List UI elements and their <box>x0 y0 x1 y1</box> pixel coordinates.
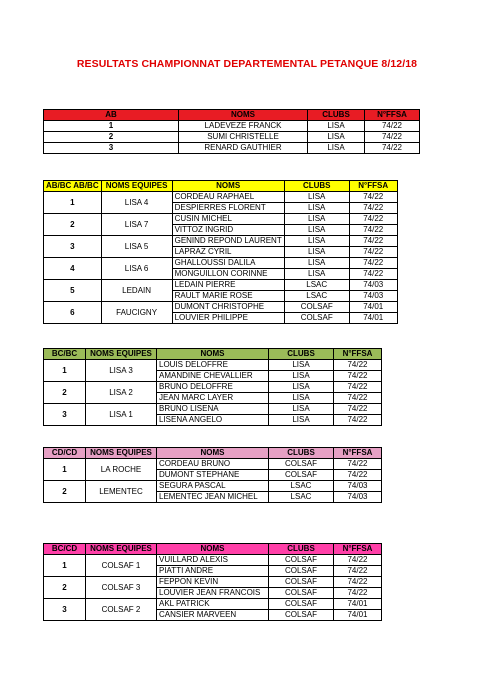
clubs-header-cell: CLUBS <box>269 544 334 555</box>
names-header-cell: NOMS <box>157 349 269 360</box>
clubs-header-cell: CLUBS <box>284 181 349 192</box>
ffsa-cell: 74/22 <box>334 382 382 393</box>
ffsa-cell: 74/03 <box>349 280 397 291</box>
club-cell: LISA <box>284 203 349 214</box>
table-header-row <box>44 544 382 555</box>
ffsa-cell: 74/22 <box>349 214 397 225</box>
club-cell: LISA <box>269 360 334 371</box>
team-name-cell: COLSAF 2 <box>86 599 157 621</box>
category-header-cell: BC/BC <box>44 349 86 360</box>
player-name-cell: VUILLARD ALEXIS <box>157 555 269 566</box>
club-cell: LISA <box>269 415 334 426</box>
table-row <box>44 481 382 492</box>
table-row <box>44 360 382 371</box>
ffsa-header-cell: N°FFSA <box>334 544 382 555</box>
ffsa-cell: 74/22 <box>349 236 397 247</box>
team-header-cell: NOMS EQUIPES <box>86 544 157 555</box>
table-row <box>44 143 420 154</box>
team-name-cell: LISA 3 <box>86 360 157 382</box>
player-name-cell: GHALLOUSSI DALILA <box>172 258 284 269</box>
club-cell: COLSAF <box>269 566 334 577</box>
club-cell: LSAC <box>269 481 334 492</box>
rank-cell: 6 <box>44 302 102 324</box>
rank-cell: 3 <box>44 404 86 426</box>
header-cell: CLUBS <box>308 110 365 121</box>
player-name-cell: BRUNO LISENA <box>157 404 269 415</box>
ffsa-header-cell: N°FFSA <box>334 448 382 459</box>
team-name-cell: LEDAIN <box>101 280 172 302</box>
club-cell: COLSAF <box>269 610 334 621</box>
rank-cell: 2 <box>44 214 102 236</box>
player-name-cell: BRUNO DELOFFRE <box>157 382 269 393</box>
club-cell: COLSAF <box>284 302 349 313</box>
player-name-cell: CORDEAU BRUNO <box>157 459 269 470</box>
header-cell: NOMS <box>179 110 308 121</box>
team-name-cell: LISA 4 <box>101 192 172 214</box>
ffsa-cell: 74/03 <box>349 291 397 302</box>
clubs-header-cell: CLUBS <box>269 349 334 360</box>
table-header-row <box>44 349 382 360</box>
ab-results-table <box>43 109 420 154</box>
name-cell: LADEVEZE FRANCK <box>179 121 308 132</box>
ffsa-cell: 74/01 <box>334 599 382 610</box>
name-cell: SUMI CHRISTELLE <box>179 132 308 143</box>
player-name-cell: DUMONT CHRISTOPHE <box>172 302 284 313</box>
ffsa-cell: 74/22 <box>334 588 382 599</box>
ffsa-cell: 74/22 <box>349 258 397 269</box>
cdcd-results-table <box>43 447 382 503</box>
club-cell: LSAC <box>284 291 349 302</box>
table-row <box>44 214 398 225</box>
ffsa-cell: 74/22 <box>334 566 382 577</box>
team-header-cell: NOMS EQUIPES <box>101 181 172 192</box>
player-name-cell: JEAN MARC LAYER <box>157 393 269 404</box>
player-name-cell: LEDAIN PIERRE <box>172 280 284 291</box>
club-cell: LISA <box>269 404 334 415</box>
ffsa-cell: 74/03 <box>334 492 382 503</box>
table-row <box>44 404 382 415</box>
ffsa-cell: 74/22 <box>334 577 382 588</box>
club-cell: COLSAF <box>269 555 334 566</box>
team-name-cell: LISA 2 <box>86 382 157 404</box>
ffsa-cell: 74/01 <box>349 313 397 324</box>
table-row <box>44 258 398 269</box>
player-name-cell: LISENA ANGELO <box>157 415 269 426</box>
player-name-cell: LAPRAZ CYRIL <box>172 247 284 258</box>
ffsa-cell: 74/22 <box>365 132 420 143</box>
player-name-cell: LOUIS DELOFFRE <box>157 360 269 371</box>
ffsa-cell: 74/22 <box>334 555 382 566</box>
team-header-cell: NOMS EQUIPES <box>86 448 157 459</box>
club-cell: LISA <box>308 121 365 132</box>
rank-cell: 2 <box>44 382 86 404</box>
team-name-cell: LISA 5 <box>101 236 172 258</box>
player-name-cell: LOUVIER JEAN FRANCOIS <box>157 588 269 599</box>
table-row <box>44 599 382 610</box>
club-cell: LISA <box>284 236 349 247</box>
bccd-results-table <box>43 543 382 621</box>
rank-cell: 2 <box>44 481 86 503</box>
club-cell: COLSAF <box>269 577 334 588</box>
rank-cell: 4 <box>44 258 102 280</box>
player-name-cell: FEPPON KEVIN <box>157 577 269 588</box>
player-name-cell: VITTOZ INGRID <box>172 225 284 236</box>
ffsa-cell: 74/22 <box>334 404 382 415</box>
ffsa-cell: 74/01 <box>349 302 397 313</box>
club-cell: LISA <box>308 143 365 154</box>
player-name-cell: CUSIN MICHEL <box>172 214 284 225</box>
team-name-cell: LISA 6 <box>101 258 172 280</box>
club-cell: LISA <box>284 258 349 269</box>
ffsa-cell: 74/22 <box>349 225 397 236</box>
rank-cell: 1 <box>44 459 86 481</box>
ffsa-cell: 74/22 <box>349 269 397 280</box>
player-name-cell: AMANDINE CHEVALLIER <box>157 371 269 382</box>
team-name-cell: FAUCIGNY <box>101 302 172 324</box>
table-row <box>44 192 398 203</box>
rank-cell: 2 <box>44 132 179 143</box>
table-row <box>44 132 420 143</box>
category-header-cell: AB/BC AB/BC <box>44 181 102 192</box>
club-cell: LISA <box>284 269 349 280</box>
abbc-results-table <box>43 180 398 324</box>
player-name-cell: AKL PATRICK <box>157 599 269 610</box>
category-header-cell: BC/CD <box>44 544 86 555</box>
club-cell: LISA <box>284 214 349 225</box>
category-header-cell: CD/CD <box>44 448 86 459</box>
player-name-cell: DUMONT STEPHANE <box>157 470 269 481</box>
name-cell: RENARD GAUTHIER <box>179 143 308 154</box>
team-name-cell: COLSAF 3 <box>86 577 157 599</box>
rank-cell: 1 <box>44 555 86 577</box>
player-name-cell: GENIND REPOND LAURENT <box>172 236 284 247</box>
club-cell: COLSAF <box>284 313 349 324</box>
club-cell: COLSAF <box>269 588 334 599</box>
ffsa-cell: 74/01 <box>334 610 382 621</box>
rank-cell: 2 <box>44 577 86 599</box>
table-row <box>44 577 382 588</box>
ffsa-cell: 74/22 <box>334 470 382 481</box>
rank-cell: 3 <box>44 143 179 154</box>
table-row <box>44 555 382 566</box>
rank-cell: 5 <box>44 280 102 302</box>
names-header-cell: NOMS <box>157 544 269 555</box>
ffsa-cell: 74/22 <box>349 247 397 258</box>
ffsa-cell: 74/22 <box>334 360 382 371</box>
header-cell: N°FFSA <box>365 110 420 121</box>
table-row <box>44 121 420 132</box>
ffsa-header-cell: N°FFSA <box>334 349 382 360</box>
club-cell: LISA <box>269 393 334 404</box>
ffsa-cell: 74/22 <box>349 192 397 203</box>
ffsa-cell: 74/22 <box>334 371 382 382</box>
ffsa-cell: 74/22 <box>334 415 382 426</box>
team-name-cell: COLSAF 1 <box>86 555 157 577</box>
club-cell: COLSAF <box>269 470 334 481</box>
clubs-header-cell: CLUBS <box>269 448 334 459</box>
names-header-cell: NOMS <box>157 448 269 459</box>
player-name-cell: SEGURA PASCAL <box>157 481 269 492</box>
player-name-cell: RAULT MARIE ROSE <box>172 291 284 302</box>
player-name-cell: LEMENTEC JEAN MICHEL <box>157 492 269 503</box>
club-cell: LISA <box>284 192 349 203</box>
rank-cell: 1 <box>44 121 179 132</box>
club-cell: LISA <box>269 382 334 393</box>
club-cell: LSAC <box>284 280 349 291</box>
ffsa-cell: 74/22 <box>334 393 382 404</box>
table-row <box>44 236 398 247</box>
ffsa-cell: 74/22 <box>365 143 420 154</box>
club-cell: COLSAF <box>269 599 334 610</box>
player-name-cell: DESPIERRES FLORENT <box>172 203 284 214</box>
club-cell: COLSAF <box>269 459 334 470</box>
table-header-row <box>44 181 398 192</box>
club-cell: LISA <box>269 371 334 382</box>
rank-cell: 3 <box>44 599 86 621</box>
rank-cell: 3 <box>44 236 102 258</box>
club-cell: LISA <box>284 225 349 236</box>
header-cell: AB <box>44 110 179 121</box>
team-name-cell: LISA 7 <box>101 214 172 236</box>
table-header-row <box>44 110 420 121</box>
team-name-cell: LEMENTEC <box>86 481 157 503</box>
ffsa-cell: 74/22 <box>349 203 397 214</box>
ffsa-header-cell: N°FFSA <box>349 181 397 192</box>
table-row <box>44 302 398 313</box>
rank-cell: 1 <box>44 360 86 382</box>
rank-cell: 1 <box>44 192 102 214</box>
names-header-cell: NOMS <box>172 181 284 192</box>
player-name-cell: LOUVIER PHILIPPE <box>172 313 284 324</box>
club-cell: LSAC <box>269 492 334 503</box>
table-row <box>44 382 382 393</box>
player-name-cell: CORDEAU RAPHAEL <box>172 192 284 203</box>
table-row <box>44 280 398 291</box>
team-header-cell: NOMS EQUIPES <box>86 349 157 360</box>
team-name-cell: LA ROCHE <box>86 459 157 481</box>
ffsa-cell: 74/22 <box>365 121 420 132</box>
page-title: RESULTATS CHAMPIONNAT DEPARTEMENTAL PETANQUE 8/12/18 <box>76 58 418 70</box>
ffsa-cell: 74/22 <box>334 459 382 470</box>
ffsa-cell: 74/03 <box>334 481 382 492</box>
player-name-cell: PIATTI ANDRE <box>157 566 269 577</box>
table-header-row <box>44 448 382 459</box>
player-name-cell: MONGUILLON CORINNE <box>172 269 284 280</box>
player-name-cell: CANSIER MARVEEN <box>157 610 269 621</box>
bcbc-results-table <box>43 348 382 426</box>
club-cell: LISA <box>284 247 349 258</box>
table-row <box>44 459 382 470</box>
club-cell: LISA <box>308 132 365 143</box>
team-name-cell: LISA 1 <box>86 404 157 426</box>
